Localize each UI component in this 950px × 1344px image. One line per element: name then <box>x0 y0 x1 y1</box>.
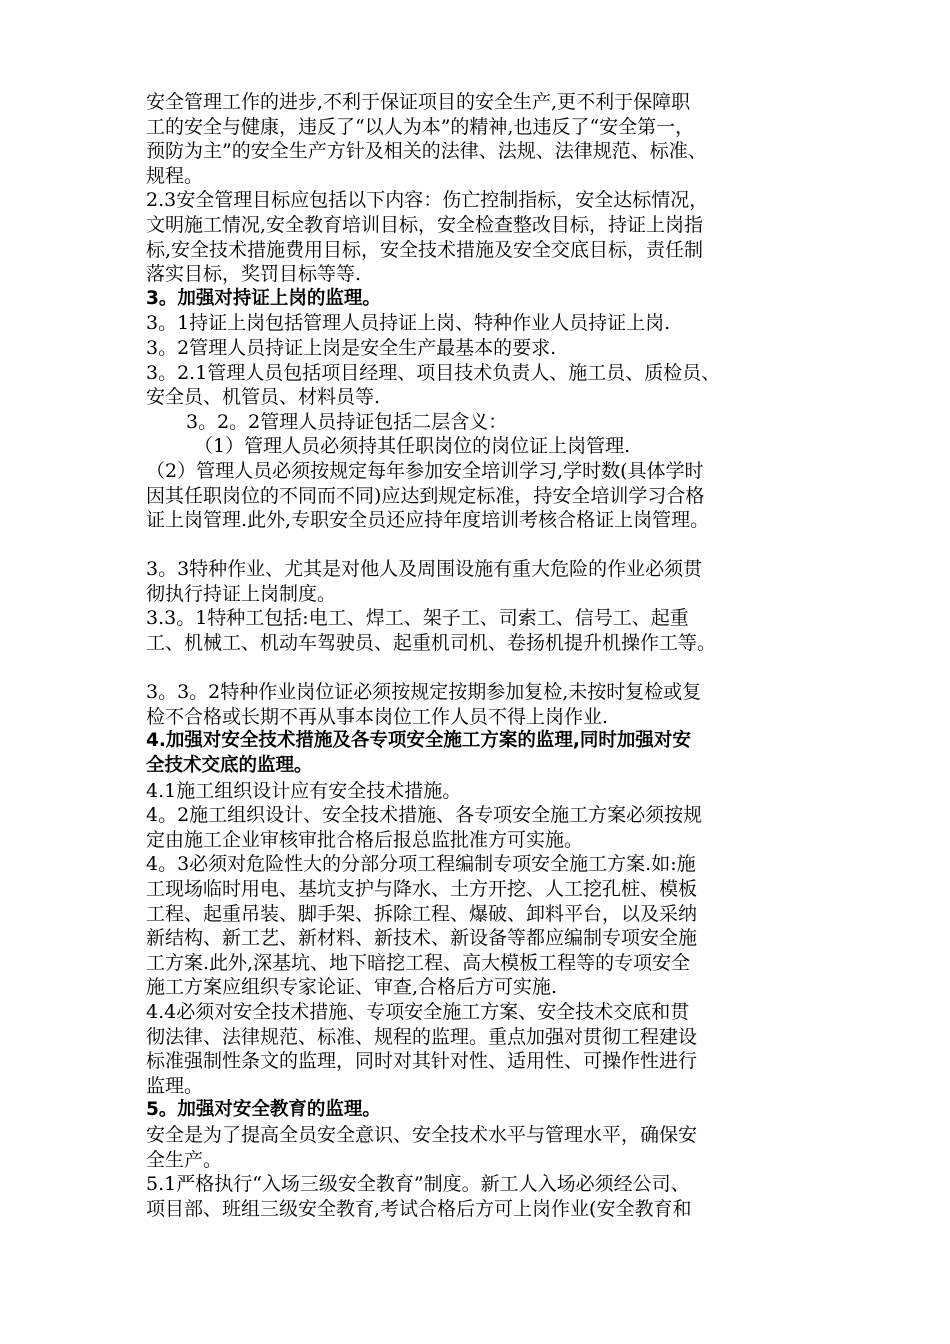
paragraph-line: 3。3特种作业、尤其是对他人及周围设施有重大危险的作业必须贯 <box>146 558 703 581</box>
paragraph-line: 安全管理工作的进步,不利于保证项目的安全生产,更不利于保障职 <box>146 91 691 113</box>
paragraph-line: 工的安全与健康，违反了“以人为本”的精神,也违反了“安全第一， <box>146 115 695 138</box>
paragraph-line: 监理。 <box>146 1074 204 1097</box>
paragraph-line: 3。3。2特种作业岗位证必须按规定按期参加复检,未按时复检或复 <box>146 681 702 704</box>
paragraph-line: 标,安全技术措施费用目标，安全技术措施及安全交底目标，责任制 <box>146 238 704 261</box>
blank-line <box>146 533 810 558</box>
paragraph-line: 全生产。 <box>146 1148 223 1171</box>
paragraph-line: 因其任职岗位的不同而不同)应达到规定标准，持安全培训学习合格 <box>146 484 705 507</box>
paragraph-line: 检不合格或长期不再从事本岗位工作人员不得上岗作业. <box>146 705 609 728</box>
paragraph-line: 4。3必须对危险性大的分部分项工程编制专项安全施工方案.如:施 <box>146 853 696 876</box>
section-heading-line: 4.加强对安全技术措施及各专项安全施工方案的监理,同时加强对安 <box>146 730 691 752</box>
paragraph-line: 工方案.此外,深基坑、地下暗挖工程、高大模板工程等的专项安全 <box>146 951 691 974</box>
paragraph-line: 安全员、机管员、材料员等. <box>146 386 381 409</box>
paragraph-line: 规程。 <box>146 164 204 187</box>
paragraph-line: 安全是为了提高全员安全意识、安全技术水平与管理水平，确保安 <box>146 1123 698 1146</box>
paragraph-line: 3。1持证上岗包括管理人员持证上岗、特种作业人员持证上岗. <box>146 312 671 335</box>
section-heading-line: 3。加强对持证上岗的监理。 <box>146 287 381 309</box>
paragraph-line: 彻执行持证上岗制度。 <box>146 582 337 605</box>
paragraph-line: 3。2。2管理人员持证包括二层含义： <box>186 410 508 433</box>
paragraph-line: （2）管理人员必须按规定每年参加安全培训学习,学时数(具体学时 <box>146 459 704 482</box>
paragraph-line: 工现场临时用电、基坑支护与降水、土方开挖、人工挖孔桩、模板 <box>146 878 698 900</box>
section-heading-line: 5。加强对安全教育的监理。 <box>146 1099 381 1121</box>
paragraph-line: （1）管理人员必须持其任职岗位的岗位证上岗管理. <box>194 435 631 458</box>
paragraph-line: 标准强制性条文的监理，同时对其针对性、适用性、可操作性进行 <box>146 1050 698 1073</box>
paragraph-line: 新结构、新工艺、新材料、新技术、新设备等都应编制专项安全施 <box>146 927 698 950</box>
paragraph-line: 工、机械工、机动车驾驶员、起重机司机、卷扬机提升机操作工等。 <box>146 632 717 655</box>
paragraph-line: 4.4必须对安全技术措施、专项安全施工方案、安全技术交底和贯 <box>146 1000 690 1023</box>
paragraph-line: 4.1施工组织设计应有安全技术措施。 <box>146 779 462 802</box>
paragraph-line: 4。2施工组织设计、安全技术措施、各专项安全施工方案必须按规 <box>146 804 703 827</box>
paragraph-line: 项目部、班组三级安全教育,考试合格后方可上岗作业(安全教育和 <box>146 1197 692 1220</box>
paragraph-line: 定由施工企业审核审批合格后报总监批准方可实施。 <box>146 828 584 851</box>
paragraph-line: 2.3安全管理目标应包括以下内容：伤亡控制指标，安全达标情况， <box>146 189 709 212</box>
section-heading-line: 全技术交底的监理。 <box>146 755 313 777</box>
paragraph-line: 3。2管理人员持证上岗是安全生产最基本的要求. <box>146 336 557 359</box>
paragraph-line: 彻法律、法律规范、标准、规程的监理。重点加强对贯彻工程建设 <box>146 1025 698 1048</box>
blank-line <box>146 656 810 681</box>
paragraph-line: 3.3。1特种工包括:电工、焊工、架子工、司索工、信号工、起重 <box>146 607 689 630</box>
paragraph-line: 预防为主”的安全生产方针及相关的法律、法规、法律规范、标准、 <box>146 140 707 163</box>
paragraph-line: 施工方案应组织专家论证、审查,合格后方可实施. <box>146 976 558 999</box>
paragraph-line: 证上岗管理.此外,专职安全员还应持年度培训考核合格证上岗管理。 <box>146 509 710 532</box>
paragraph-line: 落实目标，奖罚目标等等. <box>146 263 362 286</box>
document-page <box>146 90 810 1221</box>
paragraph-line: 工程、起重吊装、脚手架、拆除工程、爆破、卸料平台，以及采纳 <box>146 902 698 925</box>
paragraph-line: 3。2.1管理人员包括项目经理、项目技术负责人、施工员、质检员、 <box>146 361 721 384</box>
paragraph-line: 5.1严格执行“入场三级安全教育”制度。新工人入场必须经公司、 <box>146 1173 690 1196</box>
paragraph-line: 文明施工情况,安全教育培训目标，安全检查整改目标，持证上岗指 <box>146 213 704 236</box>
